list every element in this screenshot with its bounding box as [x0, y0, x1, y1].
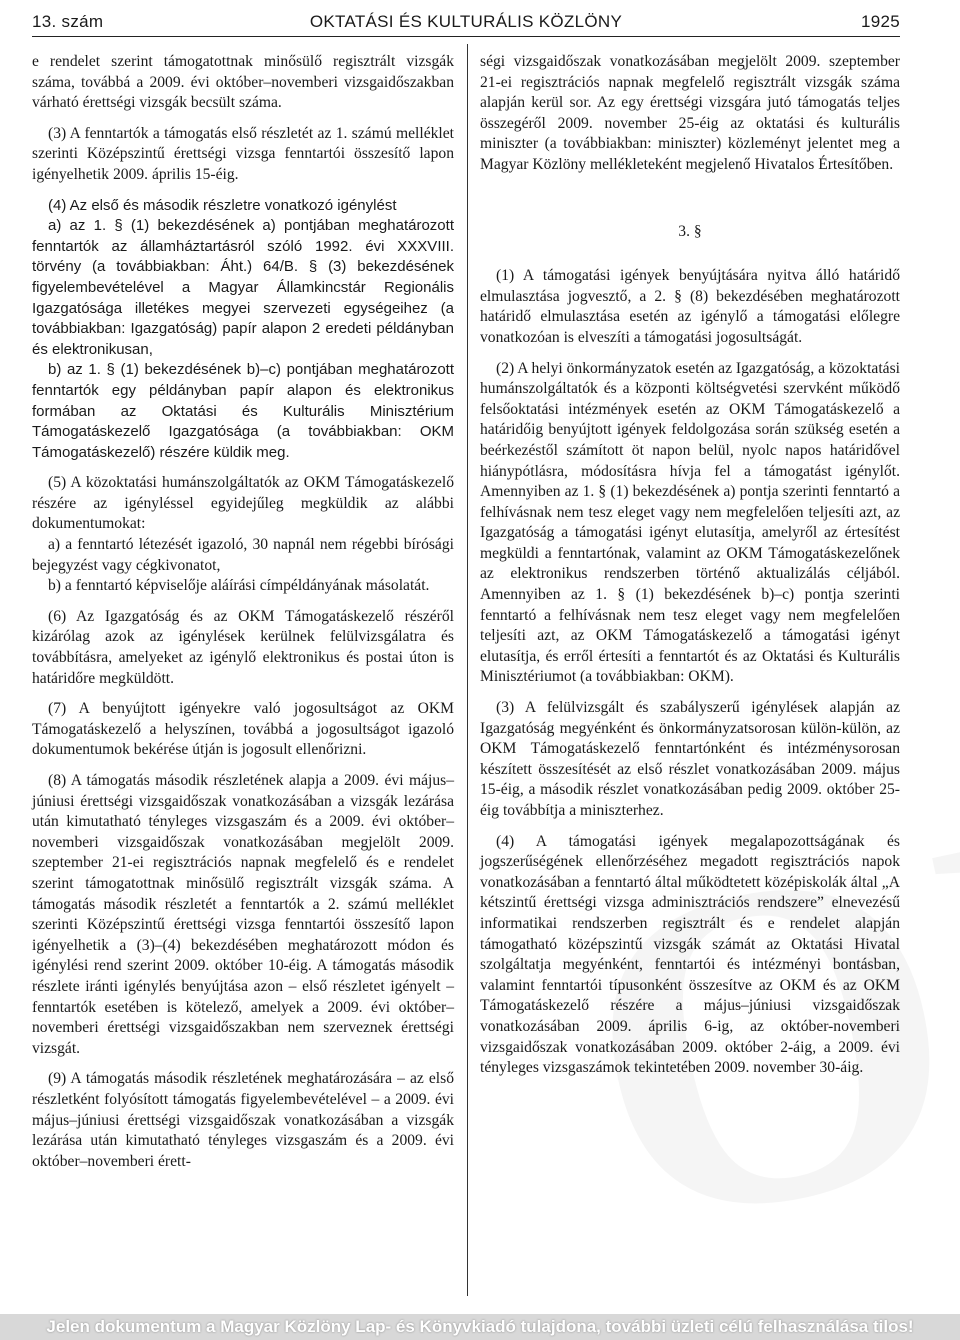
paragraph: e rendelet szerint támogatottnak minősülő regisztrált vizsgák száma, továbbá a 2009. évi október–novemberi vizsgaidőszakban várható érettségi vizsgák becsült száma.: [32, 53, 454, 112]
paragraph: (4) Az első és második részletre vonatkozó igénylést: [48, 196, 397, 214]
list-item: b) a fenntartó képviselője aláírási címpéldányának másolatát.: [48, 577, 430, 595]
paragraph: (4) A támogatási igények megalapozottságának és jogszerűségének ellenőrzéséhez megadott regisztrációs napok vonatkozásában a fenntartó által működtetett középiskolák által „A kétszintű érettségi vizsga adminisztrációs rendszere” elnevezésű informatikai rendszerben regisztrált és e rendelet alapján támogatható középszintű vizsgák számát az Oktatási Hivatal szolgáltatja megyénként, fenntartói és intézményi bontásban, valamint fenntartói típusonként összesítve az OKM és az OKM Támogatáskezelő részére a május–júniusi vizsgaidőszak vonatkozásában 2009. április 6-ig, az október-novemberi vizsgaidőszak vonatkozásában 2009. október 2-áig, a 2009. évi tényleges vizsgaszámok tekintetében 2009. november 30-áig.: [480, 832, 900, 1077]
paragraph: (3) A fenntartók a támogatás első részletét az 1. számú melléklet szerinti Középszintű érettségi vizsga fenntartói összesítő lapon igényelhetik 2009. április 15-éig.: [32, 124, 454, 183]
left-column: [32, 52, 454, 1182]
paragraph: (2) A helyi önkormányzatok esetén az Igazgatóság, a közoktatási humánszolgáltatók és a központi költségvetési szervként működő felsőoktatási intézmények esetén az OKM Támogatáskezelő a határidőig benyújtott igények feldolgozása során szükség esetén a beérkezéstől számított öt napon belül, nyolc napos határidővel hiánypótlásra, módosításra hívja fel a támogatást igénylőt. Amennyiben az 1. § (1) bekezdésének a) pontja szerinti fenntartó a felhívásnak nem tesz eleget vagy nem megfelelően teljesíti azt, az Igazgatóság a támogatási igényt elutasítja, amelyről az értesítést megküldi a fenntartónak, valamint az OKM Támogatáskezelőnek az elektronikus rendszerben történő aktualizálás céljából. Amennyiben az 1. § (1) bekezdésének b)–c) pontja szerinti fenntartó a felhívásnak nem tesz eleget vagy nem megfelelően teljesíti azt, az OKM Támogatáskezelő a támogatási igényt elutasítja, és erről értesíti a fenntartót és az Oktatási és Kulturális Minisztériumot (a továbbiakban: OKM).: [480, 359, 900, 686]
paragraph: (8) A támogatás második részletének alapja a 2009. évi május–júniusi érettségi vizsgaidőszak vonatkozásában a vizsgák lezárása után kimutatható tényleges vizsgaszám és a 2009. évi október–novemberi vizsgaidőszak vonatkozásában megjelölt 2009. szeptember 21-ei regisztrációs napnak megfelelő és e rendelet szerint támogatottnak minősülő regisztrált vizsgák száma. A támogatás második részletét a fenntartók a 2. számú melléklet szerinti Középszintű érettségi vizsga fenntartói összesítő lapon igényelhetik a (3)–(4) bekezdésében meghatározott módon és igénylési rend szerint 2009. október 10-éig. A támogatás második részlete iránti igénylés benyújtása azon – első részletet igényelt – fenntartók esetében is kötelező, amelyek a 2009. évi október–novemberi érettségi vizsgaidőszakban nem szerveznek érettségi vizsgát.: [32, 772, 454, 1057]
paragraph: (6) Az Igazgatóság és az OKM Támogatáskezelő részéről kizárólag azok az igénylések kerülnek felülvizsgálatra és továbbításra, amelyeket az igénylő elektronikus és postai úton is határidőre megküldött.: [32, 607, 454, 687]
list-item: a) az 1. § (1) bekezdésének a) pontjában meghatározott fenntartók az államháztartásról szóló 1992. évi XXXVIII. törvény (a továbbiakban: Áht.) 64/B. § (3) bekezdésének figyelembevételével a Magyar Államkincstár Regionális Igazgatósága illetékes megyei szervezeti egységeihez (a továbbiakban: Igazgatóság) papír alapon 2 eredeti példányban és elektronikusan,: [32, 217, 454, 358]
paragraph: (1) A támogatási igények benyújtására nyitva álló határidő elmulasztása jogvesztő, a 2. § (8) bekezdésében meghatározott határidő elmulasztása esetén az igénylő a támogatási előlegre vonatkozóan is elveszíti a támogatási jogosultságát.: [480, 267, 900, 346]
paragraph: (9) A támogatás második részletének meghatározására – az első részletként folyósított támogatás figyelembevételével – a 2009. évi május–júniusi érettségi vizsgaidőszak vonatkozásában a vizsgák lezárása után kimutatható tényleges vizsgaszám és a 2009. évi október–novemberi érett-: [32, 1070, 454, 1170]
paragraph: ségi vizsgaidőszak vonatkozásában megjelölt 2009. szeptember 21-ei regisztrációs napnak megfelelő regisztrált vizsgák száma alapján kerül sor. Az egy érettségi vizsgára jutó támogatás teljes összegéről 2009. november 25-éig az oktatási és kulturális miniszter (a továbbiakban: miniszter) közleményt jelentet meg a Magyar Közlöny mellékleteként megjelenő Hivatalos Értesítőben.: [480, 53, 900, 173]
column-divider: [467, 44, 468, 1296]
journal-title: OKTATÁSI ÉS KULTURÁLIS KÖZLÖNY: [309, 12, 623, 31]
page-header: [32, 10, 900, 37]
paragraph: (5) A közoktatási humánszolgáltatók az OKM Támogatáskezelő részére az igényléssel egyidejűleg megküldik az alábbi dokumentumokat:: [32, 474, 454, 533]
issue-number: 13. szám: [32, 12, 104, 31]
list-item: a) a fenntartó létezését igazoló, 30 napnál nem régebbi bírósági bejegyzést vagy cégkivonatot,: [32, 536, 454, 574]
page-number: 1925: [860, 12, 900, 31]
section-title: 3. §: [678, 222, 702, 240]
paragraph: (7) A benyújtott igényekre való jogosultságot az OKM Támogatáskezelő a helyszínen, továbbá a jogosultságot igazoló dokumentumok bekérése útján is jogosult ellenőrizni.: [32, 700, 454, 759]
list-item: b) az 1. § (1) bekezdésének b)–c) pontjában meghatározott fenntartók egy példányban papír alapon és elektronikus formában az Oktatási és Kulturális Minisztérium Támogatáskezelő Igazgatósága (a továbbiakban: OKM Támogatáskezelő) részére küldik meg.: [32, 361, 454, 461]
paragraph: (3) A felülvizsgált és szabályszerű igénylések alapján az Igazgatóság megyénként és önkormányzatsorosan külön-külön, az OKM Támogatáskezelő fenntartónként és intézménysorosan készített összesítését az első részlet vonatkozásában 2009. május 15-éig, a második részlet vonatkozásában pedig 2009. október 25-éig továbbítja a miniszterhez.: [480, 699, 900, 819]
copyright-banner: Jelen dokumentum a Magyar Közlöny Lap- és Könyvkiadó tulajdona, további üzleti célú felhasználása tilos!: [0, 1314, 960, 1340]
right-column: [480, 52, 900, 1089]
